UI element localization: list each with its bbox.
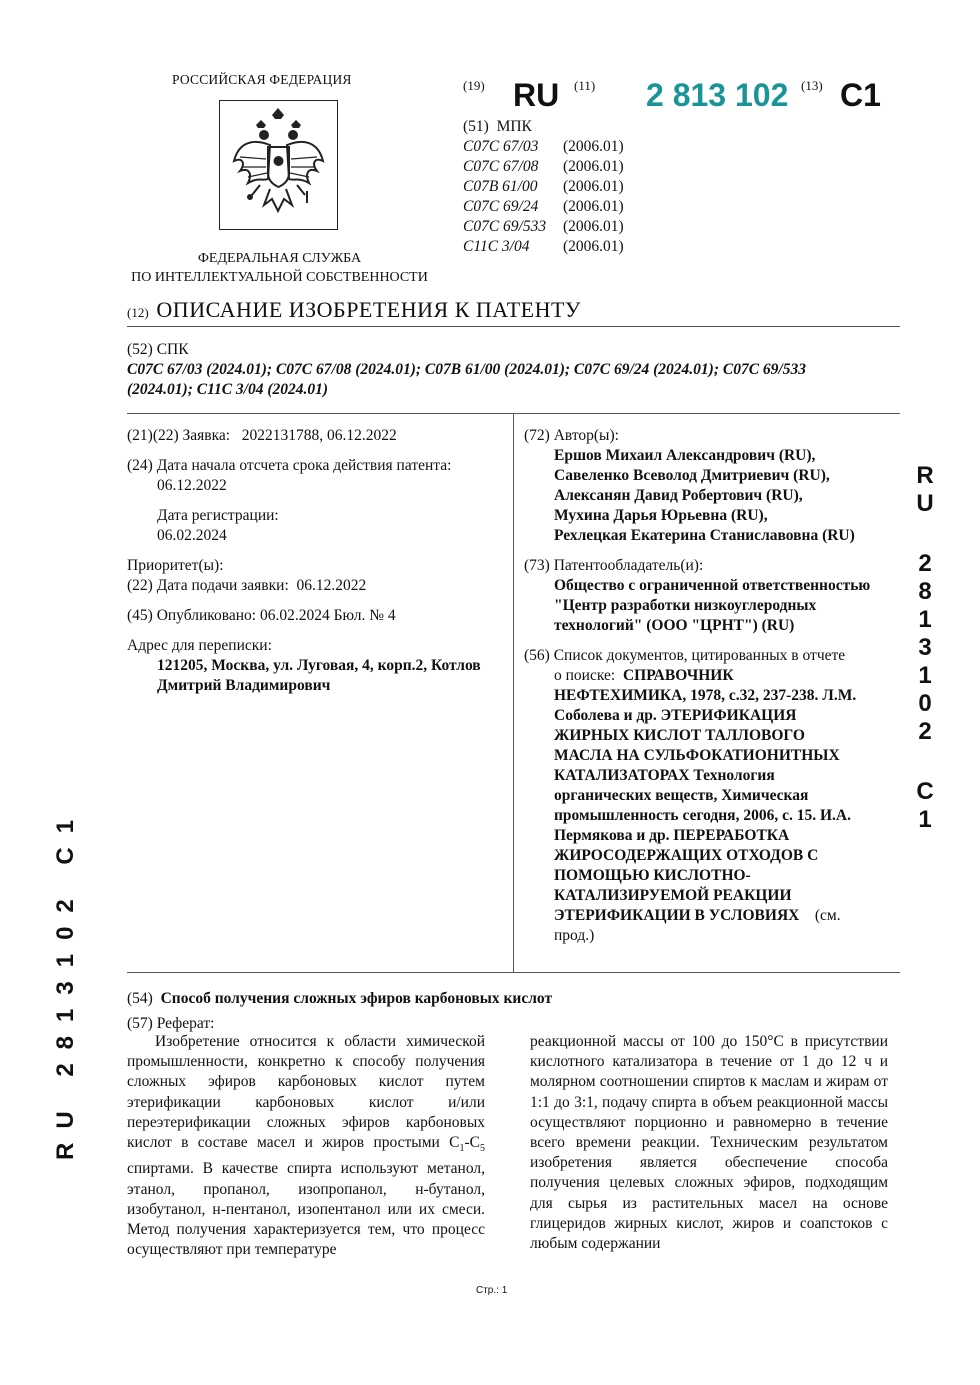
bibliographic-left: (21)(22) Заявка: 2022131788, 06.12.2022 (24) Дата начала отсчета срока действия патента: 06.12.2022 Дата регистрации: 06.02.2024 Приоритет(ы): (22) Дата подачи заявки: 06.12.2022 (45) Опубликовано: 06.02.2024 Бюл. № 4 Адрес для переписки: 121205, Москва, ул. Луговая, 4, корп.2, Котлов Дмитрий Владимирович <box>127 427 481 694</box>
document-title: (12) ОПИСАНИЕ ИЗОБРЕТЕНИЯ К ПАТЕНТУ <box>127 297 581 322</box>
code-11: (11) <box>574 78 596 93</box>
patent-kind: C1 <box>840 77 881 113</box>
page-number: Стр.: 1 <box>476 1285 508 1296</box>
author-name: Ершов Михаил Александрович (RU), <box>554 447 816 464</box>
country-name: РОССИЙСКАЯ ФЕДЕРАЦИЯ <box>172 72 352 87</box>
author-name: Савеленко Всеволод Дмитриевич (RU), <box>554 467 830 484</box>
side-patent-number-right: R U 2 8 1 3 1 0 2 C 1 <box>916 462 934 833</box>
coat-of-arms-icon <box>219 100 338 230</box>
code-19: (19) <box>463 78 485 93</box>
author-name: Рехлецкая Екатерина Станиславовна (RU) <box>554 527 855 544</box>
author-name: Алексанян Давид Робертович (RU), <box>554 487 803 504</box>
divider <box>127 972 900 973</box>
mpk-row: C07B 61/00 (2006.01) <box>463 178 624 195</box>
author-name: Мухина Дарья Юрьевна (RU), <box>554 507 768 524</box>
spk-block: (52) СПК C07C 67/03 (2024.01); C07C 67/08 (2024.01); C07B 61/00 (2024.01); C07C 69/24 (2024.01); C07C 69/533 (2024.01); C11C 3/04 (2024.01) <box>127 341 806 398</box>
mpk-row: C07C 69/533 (2006.01) <box>463 218 624 235</box>
bibliographic-right: (72) Автор(ы): Ершов Михаил Александрович (RU), Савеленко Всеволод Дмитриевич (RU), Алексанян Давид Робертович (RU), Мухина Дарья Юрьевна (RU), Рехлецкая Екатерина Станиславовна (RU) (73) Патентообладатель(и): Общество с ограниченной ответственностью "Центр разработки низкоуглеродных технологий" (ООО "ЦРНТ") (RU) (56) Список документов, цитированных в отчете о поиске: СПРАВОЧНИК НЕФТЕХИМИКА, 1978, с.32, 237-238. Л.М. Соболева и др. ЭТЕРИФИКАЦИЯ ЖИРНЫХ КИСЛОТ ТАЛЛОВОГО МАСЛА НА СУЛЬФОКАТИОНИТНЫХ КАТАЛИЗАТОРАХ Технология органических веществ, Химическая промышленность сегодня, 2006, с. 15. И.А. Пермякова и др. ПЕРЕРАБОТКА ЖИРОСОДЕРЖАЩИХ ОТХОДОВ С ПОМОЩЬЮ КИСЛОТНО- КАТАЛИЗИРУЕМОЙ РЕАКЦИИ ЭТЕРИФИКАЦИИ В УСЛОВИЯХ (см. прод.) <box>524 426 904 946</box>
mpk-row: C07C 67/08 (2006.01) <box>463 158 624 175</box>
mpk-row: C07C 67/03 (2006.01) <box>463 138 624 155</box>
abstract-left-column: Изобретение относится к области химической промышленности, конкретно к способу получения сложных эфиров карбоновых кислот путем этерификации карбоновых кислот и/или переэтерификации сложных эфиров карбоновых кислот в составе масел и жиров простыми $C_1-C_5$ спиртами. В качестве спирта используют метанол, этанол, пропанол, изопропанол, н-бутанол, изобутанол, н-пентанол, изопентанол или их смеси. Метод получения характеризуется тем, что процесс осуществляют при температуре <box>127 1033 485 1259</box>
code-13: (13) <box>801 78 823 93</box>
agency-name: ФЕДЕРАЛЬНАЯ СЛУЖБА ПО ИНТЕЛЛЕКТУАЛЬНОЙ СОБСТВЕННОСТИ <box>131 251 428 285</box>
abstract-right-column: реакционной массы от 100 до 150°C в присутствии кислотного катализатора в течение от 1 до 12 ч и молярном соотношении спиртов к маслам и жирам от 1:1 до 3:1, подачу спирта в объем реакционной массы осуществляют порционно и равномерно в течение всего времени реакции. Техническим результатом изобретения является обеспечение способа получения целевых сложных эфиров, подходящим для сырья из растительных масел на основе глицеридов жирных кислот, жиров и соапстоков с любым содержании <box>530 1033 888 1253</box>
divider <box>127 326 900 327</box>
abstract-label: (57) Реферат: <box>127 1015 215 1032</box>
side-patent-number-left: RU 2813102 C1 <box>52 805 79 1160</box>
mpk-row: C11C 3/04 (2006.01) <box>463 238 624 255</box>
column-divider <box>513 413 514 972</box>
country-code: RU <box>513 77 560 113</box>
mpk-block: (51) МПК C07C 67/03 (2006.01) C07C 67/08 (2006.01) C07B 61/00 (2006.01) C07C 69/24 (2006.01) C07C 69/533 (2006.01) C11C 3/04 (2006.01) <box>463 118 624 255</box>
mpk-row: C07C 69/24 (2006.01) <box>463 198 624 215</box>
invention-title: (54) Способ получения сложных эфиров карбоновых кислот <box>127 990 553 1007</box>
patent-number: 2 813 102 <box>646 77 789 113</box>
